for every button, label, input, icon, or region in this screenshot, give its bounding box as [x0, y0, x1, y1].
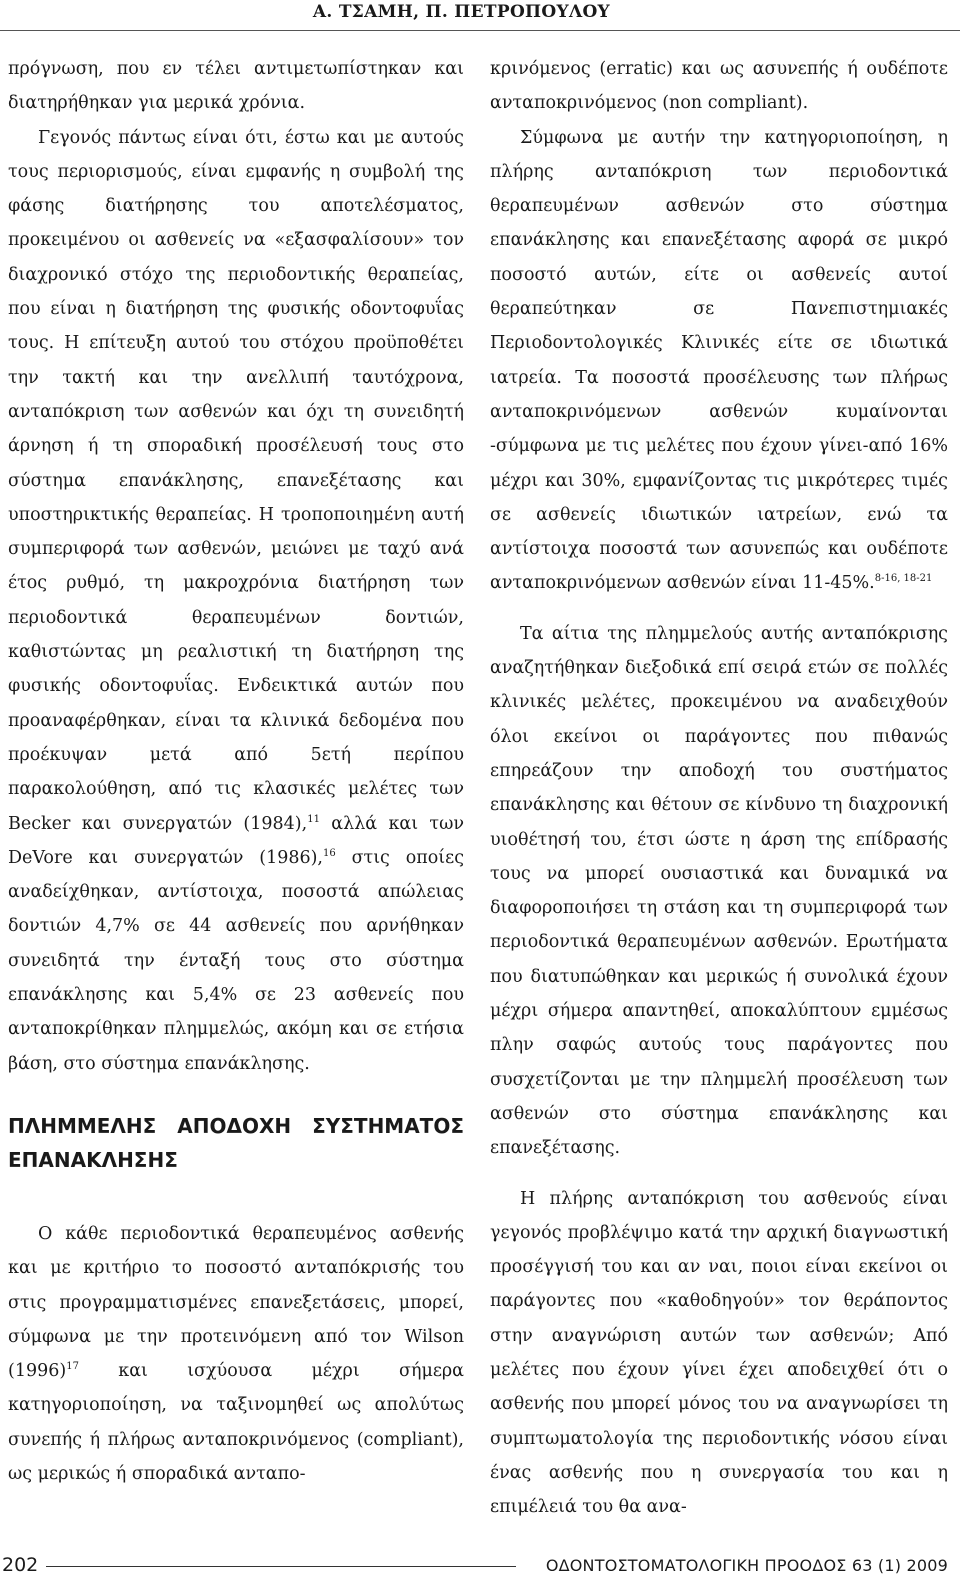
- running-head-authors: Α. ΤΣΑΜΗ, Π. ΠΕΤΡΟΠΟΥΛΟΥ: [312, 2, 610, 22]
- page-footer: [0, 1554, 960, 1582]
- paragraph-text: και ισχύουσα μέχρι σήμερα κατηγοριοποίηση, να ταξινομηθεί ως απολύτως συνεπής ή πλήρως ανταποκρινόμενος (compliant), ως μερικώς ή σποραδικά ανταπο-: [8, 1361, 464, 1484]
- citation-ref: 11: [307, 813, 320, 825]
- header-divider: [0, 30, 960, 31]
- citation-ref: 17: [66, 1361, 79, 1373]
- paragraph-text: Ο κάθε περιοδοντικά θεραπευμένος ασθενής και με κριτήριο το ποσοστό ανταπόκρισής του στις προγραμματισμένες επανεξετάσεις, μπορεί, σύμφωνα με την προτεινόμενη από τον Wilson (1996): [8, 1223, 464, 1382]
- right-column: [490, 52, 948, 1524]
- left-column: [8, 52, 464, 1491]
- paragraph: πρόγνωση, που εν τέλει αντιμετωπίστηκαν και διατηρήθηκαν για μερικά χρόνια.: [8, 59, 464, 114]
- paragraph-text: αλλά και των DeVore και συνεργατών (1986),: [8, 813, 464, 868]
- citation-ref: 16: [323, 847, 336, 859]
- paragraph-text: Σύμφωνα με αυτήν την κατηγοριοποίηση, η πλήρης ανταπόκριση των περιοδοντικά θεραπευμένων ασθενών στο σύστημα επανάκλησης και επανεξέτασης αφορά σε μικρό ποσοστό αυτών, είτε οι ασθενείς αυτοί θεραπεύτηκαν σε Πανεπιστημιακές Περιοδοντολογικές Κλινικές είτε σε ιδιωτικά ιατρεία. Τα ποσοστά προσέλευσης των πλήρως ανταποκρινόμενων ασθενών κυμαίνονται -σύμφωνα με τις μελέτες που έχουν γίνει-από 16% μέχρι και 30%, εμφανίζοντας τις μικρότερες τιμές σε ασθενείς ιδιωτικών ιατρείων, ενώ τα αντίστοιχα ποσοστά των ασυνεπώς και ουδέποτε ανταποκρινόμενων ασθενών είναι 11-45%.: [490, 127, 948, 594]
- paragraph: [8, 121, 464, 1081]
- paragraph: κρινόμενος (erratic) και ως ασυνεπής ή ουδέποτε ανταποκρινόμενος (non compliant).: [490, 59, 948, 114]
- paragraph: [490, 121, 948, 601]
- journal-name: ΟΔΟΝΤΟΣΤΟΜΑΤΟΛΟΓΙΚΗ ΠΡΟΟΔΟΣ 63 (1) 2009: [545, 1556, 948, 1575]
- paragraph-text: στις οποίες αναδείχθηκαν, αντίστοιχα, ποσοστά απώλειας δοντιών 4,7% σε 44 ασθενείς που αρνήθηκαν συνειδητά την ένταξή τους στο σύστημα επανάκλησης και 5,4% σε 23 ασθενείς που ανταποκρίθηκαν πλημμελώς, ακόμη και σε ετήσια βάση, στο σύστημα επανάκλησης.: [8, 847, 464, 1074]
- paragraph: Τα αίτια της πλημμελούς αυτής ανταπόκρισης αναζητήθηκαν διεξοδικά επί σειρά ετών σε πολλές κλινικές μελέτες, προκειμένου να αναδειχθούν όλοι εκείνοι οι παράγοντες που πιθανώς επηρεάζουν την αποδοχή του συστήματος επανάκλησης και θέτουν σε κίνδυνο τη διαχρονική υιοθέτησή του, έτσι ώστε η άρση της επίδρασής τους να μπορεί ουσιαστικά και δυναμικά να διαφοροποιήσει τη στάση και τη συμπεριφορά των περιοδοντικά θεραπευμένων ασθενών. Ερωτήματα που διατυπώθηκαν και μερικώς ή συνολικά έχουν μέχρι σήμερα απαντηθεί, αποκαλύπτουν εμμέσως πλην σαφώς αυτούς τους παράγοντες που συσχετίζονται με την πλημμελή προσέλευση των ασθενών στο σύστημα επανάκλησης και επανεξέτασης.: [490, 623, 948, 1159]
- paragraph: Η πλήρης ανταπόκριση του ασθενούς είναι γεγονός προβλέψιμο κατά την αρχική διαγνωστική προσέγγισή του και αν ναι, ποιοι είναι εκείνοι οι παράγοντες που «καθοδηγούν» τον θεράποντος στην αναγνώριση αυτών των ασθενών; Από μελέτες που έχουν γίνει έχει αποδειχθεί ότι ο ασθενής που μπορεί μόνος του να αναγνωρίσει τη συμπτωματολογία της περιοδοντικής νόσου είναι ένας ασθενής που η συνεργασία του και η επιμέλειά του θα ανα-: [490, 1188, 948, 1518]
- paragraph-text: Γεγονός πάντως είναι ότι, έστω και με αυτούς τους περιορισμούς, είναι εμφανής η συμβολή της φάσης διατήρησης του αποτελέσματος, προκειμένου οι ασθενείς να «εξασφαλίσουν» τον διαχρονικό στόχο της περιοδοντικής θεραπείας, που είναι η διατήρηση της φυσικής οδοντοφυΐας τους. Η επίτευξη αυτού του στόχου προϋποθέτει την τακτή και την ανελλιπή ταυτόχρονα, ανταπόκριση των ασθενών και όχι τη συνειδητή άρνηση ή τη σποραδική προσέλευσή τους στο σύστημα επανάκλησης, επανεξέτασης και υποστηρικτικής θεραπείας. Η τροποποιημένη αυτή συμπεριφορά των ασθενών, μειώνει με ταχύ ανά έτος ρυθμό, τη μακροχρόνια διατήρηση των περιοδοντικά θεραπευμένων δοντιών, καθιστώντας μη ρεαλιστική τη διατήρηση της φυσικής οδοντοφυΐας. Ενδεικτικά αυτών που προαναφέρθηκαν, είναι τα κλινικά δεδομένα που προέκυψαν μετά από 5ετή περίπου παρακολούθηση, από τις κλασικές μελέτες των Becker και συνεργατών (1984),: [8, 127, 464, 834]
- paragraph: [8, 1217, 464, 1491]
- citation-ref: 8-16, 18-21: [874, 573, 933, 585]
- footer-divider: [46, 1566, 516, 1567]
- page-number: 202: [2, 1554, 39, 1576]
- section-heading: ΠΛΗΜΜΕΛΗΣ ΑΠΟΔΟΧΗ ΣΥΣΤΗΜΑΤΟΣ ΕΠΑΝΑΚΛΗΣΗΣ: [8, 1113, 464, 1172]
